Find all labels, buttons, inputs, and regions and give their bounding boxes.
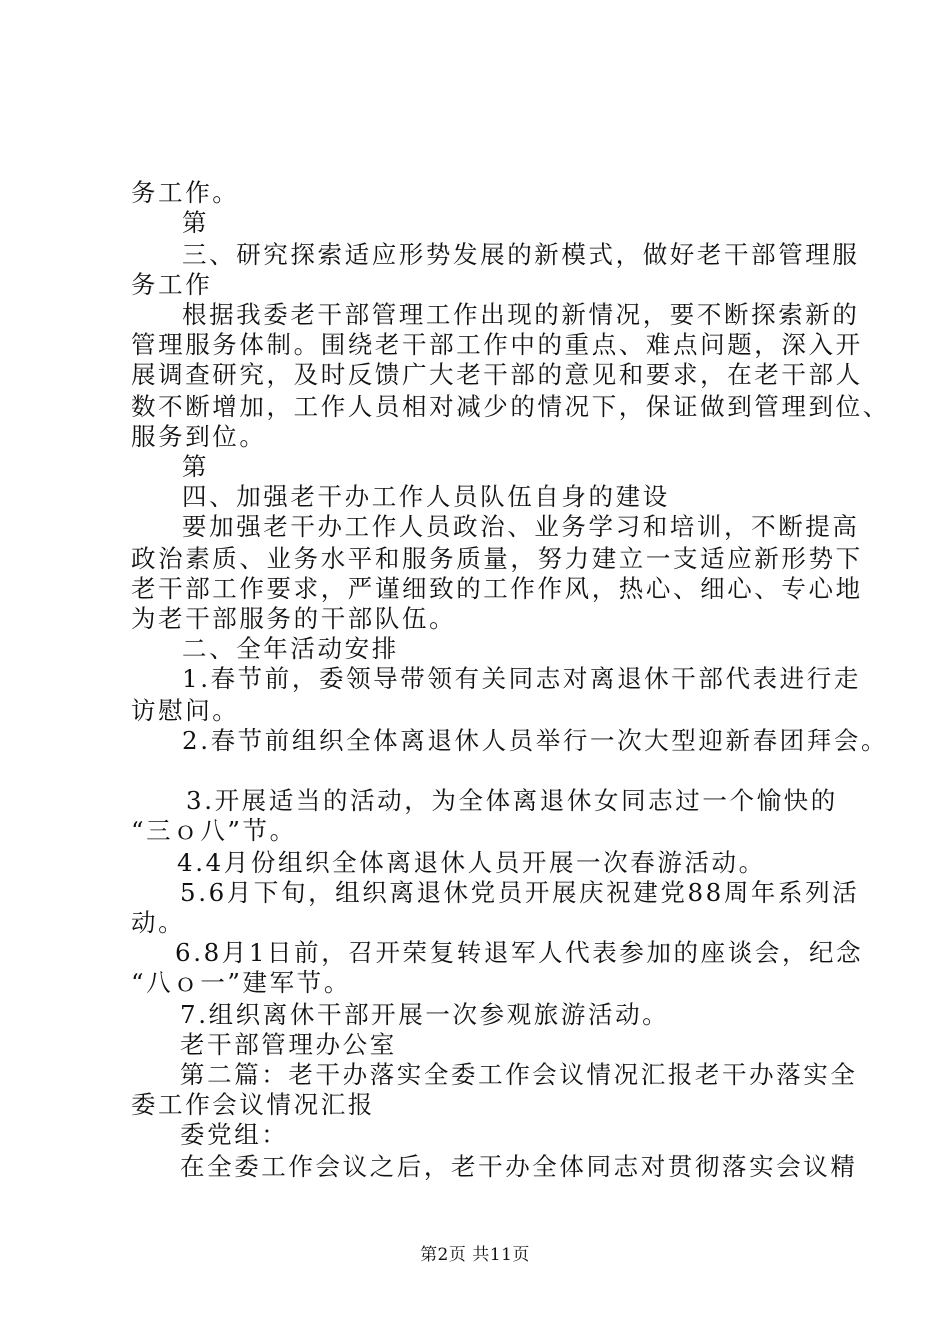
page-footer: 第2页 共11页 [420,1245,530,1265]
text-line: 服务到位。 [131,422,267,451]
section-heading: 三、研究探索适应形势发展的新模式，做好老干部管理服 [182,240,860,269]
text-line: 要加强老干办工作人员政治、业务学习和培训，不断提高 [182,512,860,541]
list-item: “三ｏ八”节。 [131,816,297,845]
list-item: “八ｏ一”建军节。 [131,968,351,997]
list-item: 4.4月份组织全体离退休人员开展一次春游活动。 [177,848,766,877]
text-line: 在全委工作会议之后，老干办全体同志对贯彻落实会议精 [180,1152,858,1181]
list-item: 6.8月1日前，召开荣复转退军人代表参加的座谈会，纪念 [175,938,864,967]
section-heading: 第二篇：老干办落实全委工作会议情况汇报老干办落实全 [180,1060,858,1089]
list-item: 5.6月下旬，组织离退休党员开展庆祝建党88周年系列活 [180,878,860,907]
list-item: 动。 [131,908,186,937]
text-line: 数不断增加，工作人员相对减少的情况下，保证做到管理到位、 [131,392,890,421]
list-item: 7.组织离休干部开展一次参观旅游活动。 [180,1000,670,1029]
list-item: 3.开展适当的活动，为全体离退休女同志过一个愉快的 [186,786,838,815]
list-item: 1.春节前，委领导带领有关同志对离退休干部代表进行走 [182,664,861,693]
text-line: 展调查研究，及时反馈广大老干部的意见和要求，在老干部人 [131,360,863,389]
section-heading: 务工作 [131,270,213,299]
text-line: 管理服务体制。围绕老干部工作中的重点、难点问题，深入开 [131,330,863,359]
text-line: 老干部工作要求，严谨细致的工作作风，热心、细心、专心地 [131,574,863,603]
section-heading: 四、加强老干办工作人员队伍自身的建设 [182,482,670,511]
text-line: 第 [182,452,210,481]
text-line: 务工作。 [131,178,240,207]
section-heading: 委工作会议情况汇报 [131,1090,375,1119]
salutation: 委党组： [180,1120,289,1149]
text-line: 根据我委老干部管理工作出现的新情况，要不断探索新的 [182,300,860,329]
text-line: 第 [182,208,210,237]
text-line: 政治素质、业务水平和服务质量，努力建立一支适应新形势下 [131,544,863,573]
section-heading: 二、全年活动安排 [182,634,399,663]
list-item: 访慰问。 [131,696,240,725]
signature-line: 老干部管理办公室 [180,1030,397,1059]
list-item: 2.春节前组织全体离退休人员举行一次大型迎新春团拜会。 [182,726,889,755]
text-line: 为老干部服务的干部队伍。 [131,604,457,633]
